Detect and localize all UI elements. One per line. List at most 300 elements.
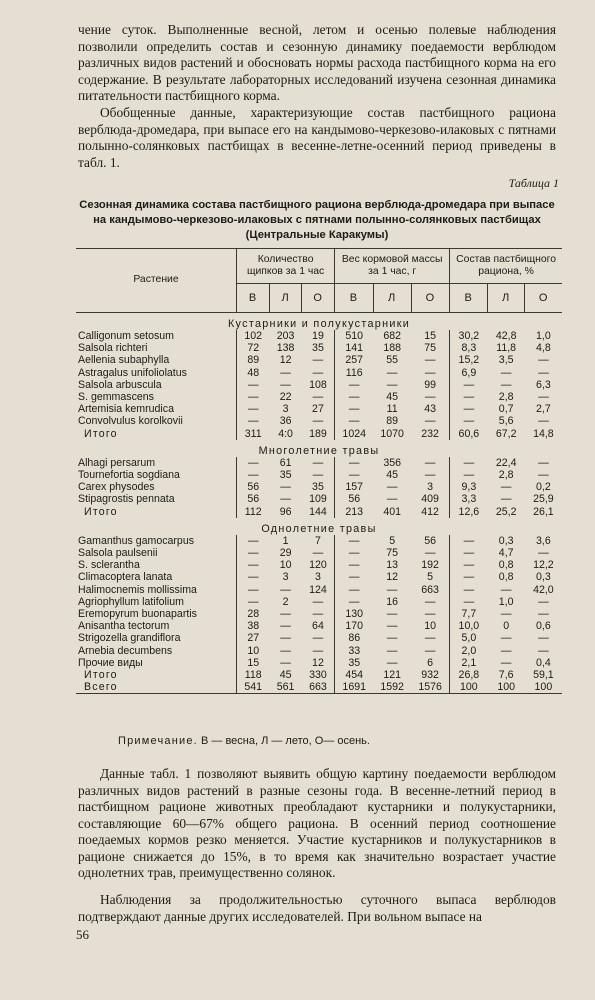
table-cell: 1070 <box>380 427 404 440</box>
table-cell: 0,3 <box>536 571 551 584</box>
table-cell: 38 <box>237 620 270 632</box>
section-header-row <box>76 313 562 331</box>
table-cell: 28 <box>237 608 270 620</box>
table-cell: 22,4 <box>495 456 517 469</box>
table-row <box>76 469 562 481</box>
table-cell: — <box>335 596 374 608</box>
table-cell: 8,3 <box>450 342 488 354</box>
table-cell: 192 <box>421 559 439 572</box>
plant-name: Convolvulus korolkovii <box>78 415 183 428</box>
table-cell: — <box>280 620 291 633</box>
table-row <box>76 330 562 342</box>
table-cell: 75 <box>386 547 399 560</box>
table-cell: — <box>538 415 549 428</box>
table-cell: 13 <box>386 559 399 572</box>
total-row <box>76 669 562 681</box>
table-cell: 5,6 <box>498 415 514 428</box>
paragraph-analysis <box>78 766 556 882</box>
table-body <box>76 313 562 694</box>
table-cell: — <box>386 608 398 621</box>
table-cell: 561 <box>269 681 301 694</box>
table-cell: 27 <box>312 403 324 416</box>
table-row <box>76 559 562 571</box>
table-cell: 2,1 <box>450 657 488 669</box>
paragraph-summary-text: Обобщенные данные, характеризующие состав пастбищного рациона верблюда-дромедара, при выпасе его на кандымово-черкезово-илаковых с пятнами полынно-солянковых пастбищах в весенне-летне-осенний период приведены в табл. 1. <box>78 105 556 170</box>
table-cell: 0,6 <box>536 620 551 633</box>
plant-name: Stipagrostis pennata <box>78 493 175 506</box>
table-cell: — <box>312 608 324 621</box>
table-cell: 108 <box>309 378 327 391</box>
table-cell: — <box>335 403 374 415</box>
table-cell: 35 <box>312 342 324 355</box>
table-cell: 6,3 <box>536 378 551 391</box>
plant-name: Strigozella grandiflora <box>78 632 181 645</box>
table-cell: 3 <box>282 403 289 416</box>
table-cell: — <box>386 493 398 506</box>
table-row <box>76 367 562 379</box>
table-cell: — <box>335 547 374 559</box>
table-cell: — <box>237 571 270 583</box>
table-cell: — <box>335 457 374 469</box>
table-cell: 33 <box>335 645 374 657</box>
table-cell: 4:0 <box>278 427 293 440</box>
table-cell: — <box>450 469 488 481</box>
table-row <box>76 571 562 583</box>
table-cell: — <box>424 456 436 469</box>
table-row <box>76 379 562 391</box>
table-cell: 56 <box>237 493 270 505</box>
table-cell: — <box>386 366 398 379</box>
plant-name: Anisantha tectorum <box>78 620 170 633</box>
season-header: В <box>335 284 374 313</box>
table-row <box>76 535 562 547</box>
season-header: В <box>237 284 270 313</box>
table-cell: 120 <box>309 559 327 572</box>
plant-name: Carex physodes <box>78 481 155 494</box>
total-row <box>76 506 562 518</box>
table-cell: — <box>335 391 374 403</box>
table-cell: — <box>386 644 398 657</box>
table-cell: — <box>450 415 488 427</box>
table-cell: 100 <box>488 681 525 694</box>
table-cell: 1592 <box>373 681 411 694</box>
table-cell: 30,2 <box>450 330 488 342</box>
table-cell: 203 <box>276 330 295 342</box>
table-cell: — <box>500 608 512 621</box>
table-caption <box>72 198 562 244</box>
table-cell: 116 <box>335 367 374 379</box>
table-cell: — <box>500 583 512 596</box>
season-header: О <box>411 284 450 313</box>
table-cell: — <box>280 608 291 621</box>
table-cell: 6,9 <box>450 367 488 379</box>
table-cell: 7,7 <box>450 608 488 620</box>
table-cell: 100 <box>525 681 562 694</box>
table-cell: 412 <box>421 505 439 518</box>
paragraph-observations-text: Наблюдения за продолжительностью суточного выпаса верблюдов подтверждают данные других исследователей. При вольном выпасе на <box>78 892 556 924</box>
table-cell: 4,7 <box>498 547 514 560</box>
table-cell: — <box>312 415 324 428</box>
table-cell: 27 <box>237 632 270 644</box>
table-cell: 67,2 <box>495 427 517 440</box>
table-cell: 510 <box>335 330 374 342</box>
table-cell: 330 <box>309 669 327 682</box>
table-cell: 11 <box>386 403 398 416</box>
table-cell: — <box>237 559 270 571</box>
table-cell: 0,4 <box>536 656 551 669</box>
table-cell: — <box>450 391 488 403</box>
plant-name: Tournefortia sogdiana <box>78 469 180 482</box>
section-title: Многолетние травы <box>258 444 380 457</box>
table-cell: 3,6 <box>536 534 551 547</box>
season-header: Л <box>488 284 525 313</box>
table-cell: 56 <box>237 481 270 493</box>
total-row <box>76 428 562 440</box>
season-header: В <box>450 284 488 313</box>
table-cell: 96 <box>279 505 292 518</box>
table-cell: 1691 <box>335 681 374 694</box>
table-cell: 1024 <box>335 428 374 440</box>
table-cell: — <box>237 403 270 415</box>
table-row <box>76 391 562 403</box>
table-cell: — <box>500 493 512 506</box>
table-cell: — <box>312 644 324 657</box>
table-cell: 188 <box>383 342 401 355</box>
plant-name: Artemisia kemrudica <box>78 403 174 416</box>
table-cell: — <box>450 571 488 583</box>
table-cell: — <box>538 644 549 657</box>
table-cell: — <box>312 547 324 560</box>
table-cell: 29 <box>279 547 292 560</box>
table-cell: 59,1 <box>533 669 554 682</box>
season-header: Л <box>373 284 411 313</box>
table-cell: 6 <box>427 656 434 669</box>
paragraph-analysis-text: Данные табл. 1 позволяют выявить общую картину поедаемости верблюдом различных видов растений в разные сезоны года. В весенне-летний период в пастбищном рационе животных преобладают кустарники и полукустарники, составляющие 60—67% общего рациона. В осенний период соотношение поедаемых кормов резко меняется. Участие кустарников и полукустарников в рационе снижается до 15%, в то время как значительно возрастает участие однолетних трав, преимущественно солянок. <box>78 766 556 880</box>
table-cell: 19 <box>312 330 324 342</box>
table-cell: — <box>450 457 488 469</box>
table-row <box>76 584 562 596</box>
table-cell: — <box>500 366 512 379</box>
plant-name: Gamanthus gamocarpus <box>78 534 195 547</box>
table-cell: — <box>280 583 291 596</box>
table-cell: 16 <box>386 595 399 608</box>
table-cell: — <box>424 415 436 428</box>
table-cell: 118 <box>237 669 270 681</box>
table-cell: — <box>237 547 270 559</box>
table-cell: — <box>424 469 436 482</box>
table-cell: — <box>312 456 324 469</box>
plant-name: Eremopyrum buonapartis <box>78 608 197 621</box>
table-cell: 48 <box>237 367 270 379</box>
table-cell: 144 <box>309 505 327 518</box>
table-cell: 4,8 <box>536 342 551 355</box>
table-cell: 12 <box>312 656 324 669</box>
table-cell: 2 <box>282 595 289 608</box>
table-cell: 1576 <box>411 681 450 694</box>
table-cell: 43 <box>424 403 437 416</box>
table-cell: 157 <box>335 481 374 493</box>
table-cell: 11,8 <box>496 342 517 355</box>
table-cell: 12 <box>279 354 292 367</box>
table-cell: 0 <box>503 620 510 633</box>
table-cell: 72 <box>237 342 270 354</box>
table-cell: — <box>424 632 436 645</box>
table-cell: 10 <box>279 559 292 572</box>
table-cell: 22 <box>279 391 292 404</box>
table-cell: 3 <box>282 571 289 584</box>
table-cell: 12 <box>386 571 399 584</box>
table-cell: — <box>335 415 374 427</box>
table-cell: — <box>538 632 549 645</box>
paragraph-intro: чение суток. Выполненные весной, летом и осенью полевые наблюдения позволили определить состав и сезонную динамику поедаемости верблюдом различных видов растений и обосновать нормы расхода пастбищного корма на его содержание. В результате лабораторных исследований изучена сезонная динамика питательности пастбищного корма. <box>78 22 556 103</box>
table-row <box>76 403 562 415</box>
table-cell: — <box>450 559 488 571</box>
table-cell: — <box>237 391 270 403</box>
table-cell: 3,5 <box>498 354 514 367</box>
plant-name: Aellenia subaphylla <box>78 354 170 367</box>
table-cell: 14,8 <box>533 427 554 440</box>
table-cell: 170 <box>335 620 374 632</box>
table-row <box>76 481 562 493</box>
table-cell: 2,8 <box>498 391 514 404</box>
table-cell: 138 <box>276 342 295 355</box>
plant-name: Итого <box>84 505 118 518</box>
table-cell: 45 <box>386 391 399 404</box>
table-cell: 0,3 <box>498 534 514 547</box>
table-cell: — <box>538 366 549 379</box>
table-cell: — <box>538 469 549 482</box>
table-cell: — <box>335 469 374 481</box>
table-cell: — <box>312 595 324 608</box>
paragraph-summary <box>78 105 556 171</box>
table-cell: 3,3 <box>450 493 488 505</box>
table-number: Таблица 1 <box>508 176 559 190</box>
table-cell: 0,8 <box>498 571 514 584</box>
table-cell: 121 <box>383 669 401 682</box>
plant-name: Astragalus unifoliolatus <box>78 366 187 379</box>
table-row <box>76 608 562 620</box>
table-cell: — <box>280 366 291 379</box>
table-cell: — <box>538 608 549 621</box>
table-cell: 36 <box>279 415 292 428</box>
plant-name: Всего <box>76 681 237 694</box>
table-note <box>118 735 370 747</box>
table-cell: 3 <box>314 571 321 584</box>
table-cell: — <box>500 644 512 657</box>
table-cell: 401 <box>383 505 401 518</box>
table-cell: 5,0 <box>450 632 488 644</box>
plant-name: Salsola arbuscula <box>78 378 162 391</box>
table-cell: 2,7 <box>536 403 551 416</box>
paragraph-observations <box>78 892 556 925</box>
table-cell: — <box>500 656 512 669</box>
plant-name: Calligonum setosum <box>78 330 174 342</box>
table-cell: 12,6 <box>450 506 488 518</box>
table-cell: — <box>386 656 398 669</box>
table-cell: 7,6 <box>498 669 514 682</box>
table-row <box>76 415 562 427</box>
table-cell: 9,3 <box>450 481 488 493</box>
plant-name: Climacoptera lanata <box>78 571 173 584</box>
table-cell: 42,8 <box>495 330 517 342</box>
table-cell: 454 <box>335 669 374 681</box>
table-cell: — <box>335 571 374 583</box>
table-cell: 60,6 <box>450 428 488 440</box>
table-cell: — <box>237 596 270 608</box>
table-row <box>76 596 562 608</box>
table-cell: 124 <box>309 583 327 596</box>
table-cell: — <box>424 595 436 608</box>
table-cell: — <box>500 481 512 494</box>
section-title: Однолетние травы <box>261 522 377 535</box>
table-cell: — <box>424 644 436 657</box>
table-cell: — <box>237 415 270 427</box>
table-cell: — <box>538 391 549 404</box>
plant-name: Итого <box>84 427 118 440</box>
plant-name: Agriophyllum latifolium <box>78 595 184 608</box>
table-cell: 25,9 <box>533 493 554 506</box>
table-cell: — <box>280 481 291 494</box>
table-cell: — <box>424 608 436 621</box>
table-cell: 15 <box>237 657 270 669</box>
table-cell: — <box>450 547 488 559</box>
table-cell: — <box>237 379 270 391</box>
table-cell: 35 <box>279 469 292 482</box>
table-cell: 12,2 <box>533 559 554 572</box>
table-cell: — <box>280 378 291 391</box>
plant-name: Salsola richteri <box>78 342 148 355</box>
table-cell: 25,2 <box>495 505 517 518</box>
plant-name: Halimocnemis mollissima <box>78 583 197 596</box>
table-cell: — <box>312 366 324 379</box>
table-cell: 141 <box>335 342 374 354</box>
table-cell: 56 <box>424 534 437 547</box>
table-cell: — <box>500 632 512 645</box>
table-cell: — <box>386 583 398 596</box>
table-cell: — <box>280 493 291 506</box>
table-cell: 189 <box>309 427 327 440</box>
season-header: О <box>525 284 562 313</box>
section-header-row <box>76 518 562 535</box>
plant-name: S. sclerantha <box>78 559 140 572</box>
table-cell: — <box>538 547 549 560</box>
plant-name: Arnebia decumbens <box>78 644 173 657</box>
table-cell: 311 <box>237 428 270 440</box>
table-cell: 10 <box>237 645 270 657</box>
table-cell: — <box>237 584 270 596</box>
table-subtitle: (Центральные Каракумы) <box>245 229 389 242</box>
table-cell: 7 <box>314 534 321 547</box>
table-cell: 409 <box>421 493 439 506</box>
table-row <box>76 645 562 657</box>
season-header: О <box>302 284 335 313</box>
table-cell: — <box>450 535 488 547</box>
table-cell: — <box>237 469 270 481</box>
table-cell: — <box>450 584 488 596</box>
table-title: Сезонная динамика состава пастбищного рациона верблюда-дромедара при выпасе на кандымово-черкезово-илаковых с пятнами полынно-солянковых пастбищах <box>79 199 555 227</box>
section-header-row <box>76 440 562 457</box>
table-cell: 5 <box>389 534 396 547</box>
table-cell: 257 <box>335 354 374 366</box>
table-cell: 35 <box>312 481 324 494</box>
table-cell: 3 <box>427 481 434 494</box>
table-cell: 663 <box>302 681 335 694</box>
table-cell: — <box>386 481 398 494</box>
table-cell: 100 <box>450 681 488 694</box>
table-cell: — <box>450 403 488 415</box>
table-cell: — <box>280 632 291 645</box>
table-cell: 1,0 <box>498 595 514 608</box>
table-row <box>76 354 562 366</box>
table-cell: 1,0 <box>536 330 551 342</box>
table-row <box>76 632 562 644</box>
table-cell: — <box>538 354 549 367</box>
table-cell: 0,2 <box>536 481 551 494</box>
header-share: Состав пастбищного рациона, % <box>450 249 562 284</box>
table-cell: — <box>335 379 374 391</box>
table-cell: — <box>237 535 270 547</box>
table-cell: 89 <box>237 354 270 366</box>
table-row <box>76 620 562 632</box>
table-row <box>76 457 562 469</box>
plant-name: Salsola paulsenii <box>78 547 158 560</box>
table-row <box>76 657 562 669</box>
section-title: Кустарники и полукустарники <box>227 317 411 330</box>
table-cell: 1 <box>282 534 289 547</box>
note-text: В — весна, Л — лето, О— осень. <box>201 735 370 747</box>
table-cell: 2,0 <box>450 645 488 657</box>
table-cell: — <box>450 596 488 608</box>
table-cell: — <box>424 354 436 367</box>
table-row <box>76 493 562 505</box>
table-cell: 26,8 <box>450 669 488 681</box>
header-plant: Растение <box>76 249 237 313</box>
table-cell: — <box>280 644 291 657</box>
table-cell: — <box>386 620 398 633</box>
header-count: Количество щипков за 1 час <box>237 249 335 284</box>
table-cell: — <box>335 535 374 547</box>
table-cell: 130 <box>335 608 374 620</box>
table-cell: — <box>312 391 324 404</box>
table-cell: 109 <box>309 493 327 506</box>
page-number: 56 <box>76 927 89 942</box>
plant-name: Alhagi persarum <box>78 456 156 469</box>
table-cell: 541 <box>237 681 270 694</box>
table-row <box>76 547 562 559</box>
table-cell: — <box>312 354 324 367</box>
table-cell: 5 <box>427 571 434 584</box>
table-cell: 45 <box>279 669 292 682</box>
table-cell: 232 <box>421 427 439 440</box>
season-header: Л <box>269 284 301 313</box>
table-cell: — <box>386 378 398 391</box>
note-label: Примечание. <box>118 735 198 747</box>
table-cell: — <box>424 547 436 560</box>
table-cell: 15,2 <box>450 354 488 366</box>
table-cell: 2,8 <box>498 469 514 482</box>
plant-name: Прочие виды <box>78 656 143 669</box>
table-cell: 10,0 <box>450 620 488 632</box>
table-cell: — <box>450 379 488 391</box>
table-cell: 102 <box>237 330 270 342</box>
table-cell: 75 <box>424 342 437 355</box>
table-cell: 682 <box>383 330 401 342</box>
table-cell: — <box>335 584 374 596</box>
table-cell: — <box>538 456 549 469</box>
table-cell: 112 <box>237 506 270 518</box>
table-cell: 213 <box>335 506 374 518</box>
table-row <box>76 342 562 354</box>
